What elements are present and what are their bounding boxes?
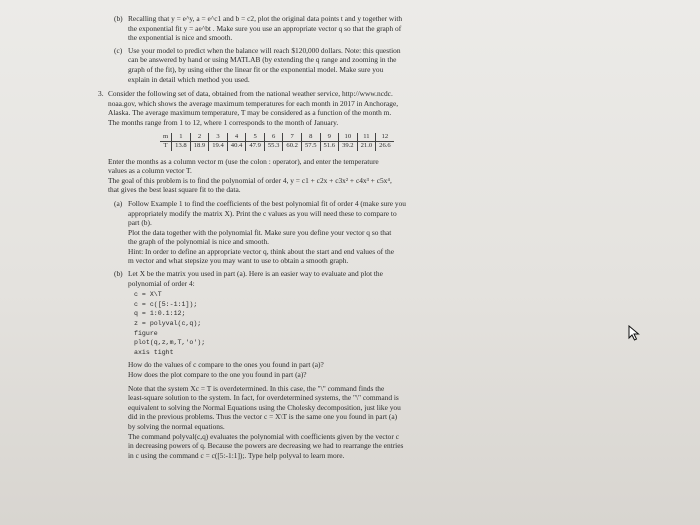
note-line: in decreasing powers of q. Because the powers are decreasing we had to rearrange the entries <box>128 441 404 451</box>
problem-3 <box>98 89 470 460</box>
table-cell: 8 <box>301 133 320 142</box>
text-line: appropriately modify the matrix X). Print the c values as you will need these to compare to <box>128 208 397 218</box>
text-line: polynomial of order 4: <box>128 278 195 288</box>
text-line: explain in detail which method you used. <box>128 74 250 84</box>
table-cell: 40.4 <box>227 142 246 151</box>
text-line: noaa.gov, which shows the average maximum temperatures for each month in 2017 in Anchorage, <box>108 98 399 108</box>
table-cell: 51.6 <box>320 142 339 151</box>
text-line: Recalling that y = e^y, a = e^c1 and b = c2, plot the original data points t and y together with <box>128 14 403 23</box>
mouse-pointer-icon <box>628 325 640 341</box>
question-line: How does the plot compare to the one you found in part (a)? <box>128 370 307 379</box>
note-line: equivalent to solving the Normal Equations using the Cholesky decomposition, just like you <box>128 402 401 412</box>
problem-3-number: 3. <box>98 89 104 99</box>
part-a <box>114 199 470 266</box>
table-cell: 19.4 <box>209 142 228 151</box>
note-line: Note that the system Xc = T is overdetermined. In this case, the "\" command finds the <box>128 383 385 393</box>
table-cell: 39.2 <box>339 142 358 151</box>
code-line: c = c([5:-1:1]); <box>134 300 198 308</box>
text-line: can be answered by hand or using MATLAB (by extending the q range and zooming in the <box>128 55 397 65</box>
table-cell: 1 <box>172 133 191 142</box>
text-line: The months range from 1 to 12, where 1 corresponds to the month of January. <box>108 117 339 127</box>
table-cell: 26.6 <box>376 142 394 151</box>
table-cell: 57.5 <box>301 142 320 151</box>
table-cell: 13.8 <box>172 142 191 151</box>
code-line: c = X\T <box>134 291 162 299</box>
text-line: Plot the data together with the polynomial fit. Make sure you define your vector q so that <box>128 227 392 237</box>
table-cell: 21.0 <box>357 142 376 151</box>
note-line: The command polyval(c,q) evaluates the polynomial with coefficients given by the vector c <box>128 431 399 441</box>
code-line: z = polyval(c,q); <box>134 320 202 328</box>
part-b <box>114 269 470 460</box>
text-line: Enter the months as a column vector m (use the colon : operator), and enter the temperature <box>108 156 379 166</box>
table-cell: 11 <box>357 133 376 142</box>
code-line: axis tight <box>134 348 174 356</box>
text-line: values as a column vector T. <box>108 166 192 176</box>
text-line: the graph of the polynomial is nice and smooth. <box>128 237 270 247</box>
matlab-code-block <box>134 290 470 357</box>
text-line: m vector and what stepsize you may want to use to obtain a smooth graph. <box>128 256 349 266</box>
text-line: the exponential fit y = ae^bt . Make sure you use an appropriate vector q so that the graph of <box>128 23 402 33</box>
text-line: graph of the fit), by using either the linear fit or the exponential model. Make sure you <box>128 64 384 74</box>
code-line: figure <box>134 329 158 337</box>
temperature-table <box>160 133 394 151</box>
text-line: Use your model to predict when the balance will reach $120,000 dollars. Note: this question <box>128 45 401 55</box>
part-b-prev-label: (b) <box>114 14 123 23</box>
part-c-prev-label: (c) <box>114 45 123 55</box>
part-b-prev <box>114 14 470 43</box>
text-line: The goal of this problem is to find the polynomial of order 4, y = c1 + c2x + c3x² + c4x³ + c5x⁴, <box>108 175 392 185</box>
note-line: did in the previous problems. Thus the vector c = X\T is the same one you found in part (a) <box>128 412 398 422</box>
text-line: Alaska. The average maximum temperature, T may be considered as a function of the month m. <box>108 108 392 118</box>
table-cell: 9 <box>320 133 339 142</box>
code-line: q = 1:0.1:12; <box>134 310 186 318</box>
table-row <box>160 142 394 151</box>
text-line: Let X be the matrix you used in part (a). Here is an easier way to evaluate and plot the <box>128 269 383 279</box>
question-line: How do the values of c compare to the ones you found in part (a)? <box>128 360 324 370</box>
table-header-T: T <box>160 142 172 151</box>
text-line: Hint: In order to define an appropriate vector q, think about the start and end values of the <box>128 246 394 256</box>
table-header-m: m <box>160 133 172 142</box>
text-line: Consider the following set of data, obtained from the national weather service, http://www.ncdc. <box>108 89 393 99</box>
table-cell: 12 <box>376 133 394 142</box>
table-cell: 3 <box>209 133 228 142</box>
table-cell: 47.9 <box>246 142 265 151</box>
table-cell: 2 <box>190 133 209 142</box>
table-cell: 10 <box>339 133 358 142</box>
table-cell: 4 <box>227 133 246 142</box>
text-line: the exponential is nice and smooth. <box>128 33 233 43</box>
table-cell: 7 <box>283 133 302 142</box>
note-line: by solving the normal equations. <box>128 421 225 431</box>
part-c-prev <box>114 46 470 84</box>
table-cell: 5 <box>246 133 265 142</box>
table-cell: 6 <box>264 133 283 142</box>
homework-text <box>98 14 470 463</box>
table-cell: 18.9 <box>190 142 209 151</box>
text-line: part (b). <box>128 218 152 228</box>
text-line: Follow Example 1 to find the coefficients of the best polynomial fit of order 4 (make sure you <box>128 198 406 208</box>
part-a-label: (a) <box>114 198 123 208</box>
text-line: that gives the best least square fit to the data. <box>108 185 241 195</box>
note-line: in c using the command c = c([5:-1:1]);. Type help polyval to learn more. <box>128 450 345 460</box>
table-cell: 55.3 <box>264 142 283 151</box>
code-line: plot(q,z,m,T,'o'); <box>134 339 206 347</box>
note-line: least-square solution to the system. In fact, for overdetermined systems, the "\" command is <box>128 393 399 403</box>
table-row <box>160 133 394 142</box>
part-b-label: (b) <box>114 269 123 279</box>
table-cell: 60.2 <box>283 142 302 151</box>
